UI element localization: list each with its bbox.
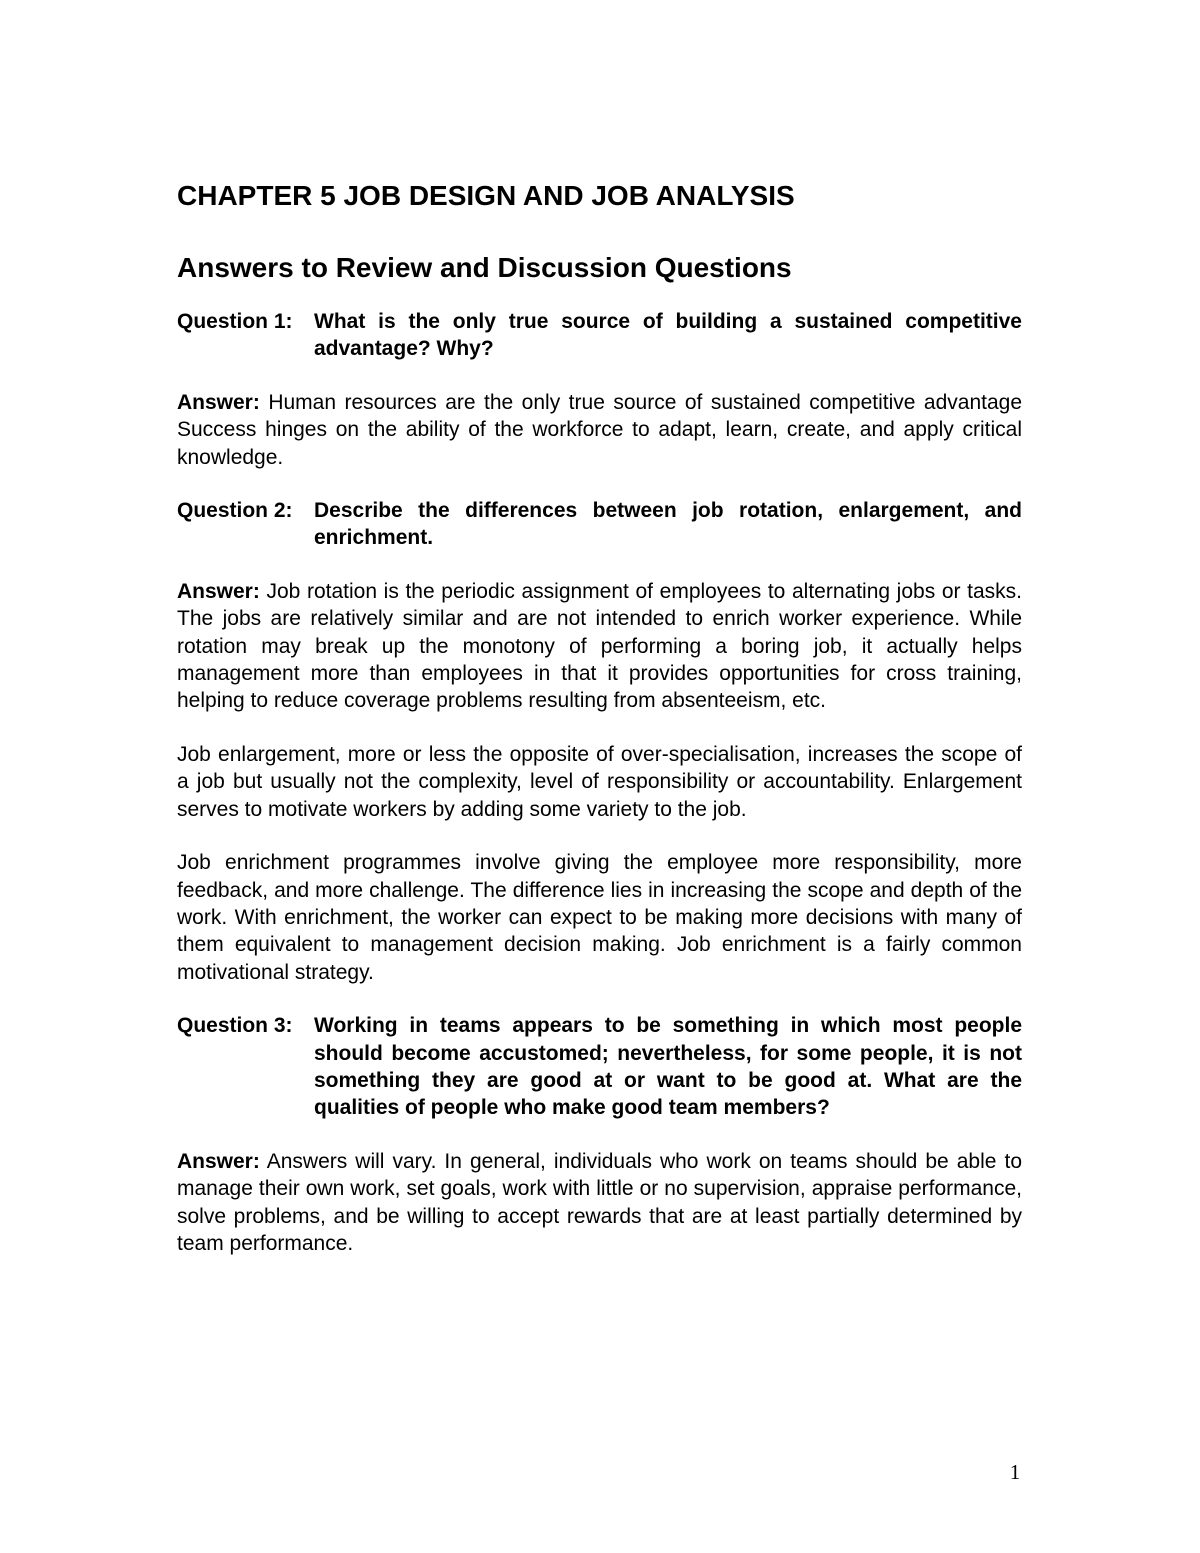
- answer-text: Human resources are the only true source of sustained competitive advantage Success hinges on the ability of the workforce to adapt, learn, create, and apply critical knowledge.: [177, 390, 1022, 469]
- question-2: [177, 497, 1022, 552]
- page-content: [177, 178, 1022, 1257]
- answer-text: Job rotation is the periodic assignment of employees to alternating jobs or tasks. The jobs are relatively similar and are not intended to enrich worker experience. While rotation may break up the monotony of performing a boring job, it actually helps management more than employees in that it provides opportunities for cross training, helping to reduce coverage problems resulting from absenteeism, etc.: [177, 579, 1022, 713]
- question-1: [177, 308, 1022, 363]
- section-title: Answers to Review and Discussion Questions: [177, 252, 792, 283]
- chapter-title: CHAPTER 5 JOB DESIGN AND JOB ANALYSIS: [177, 180, 795, 211]
- answer-paragraph: Job enlargement, more or less the opposite of over-specialisation, increases the scope of a job but usually not the complexity, level of responsibility or accountability. Enlargement serves to motivate workers by adding some variety to the job.: [177, 742, 1022, 821]
- question-label: Question 3:: [177, 1014, 293, 1038]
- answer-paragraph: Job enrichment programmes involve giving the employee more responsibility, more feedback, and more challenge. The difference lies in increasing the scope and depth of the work. With enrichment, the worker can expect to be making more decisions with many of them equivalent to management decision making. Job enrichment is a fairly common motivational strategy.: [177, 851, 1022, 984]
- answer-paragraph: [177, 1148, 1022, 1258]
- page-number: 1: [1009, 1460, 1021, 1484]
- answer-text: Answers will vary. In general, individuals who work on teams should be able to manage their own work, set goals, work with little or no supervision, appraise performance, solve problems, and be willing to accept rewards that are at least partially determined by team performance.: [177, 1149, 1022, 1255]
- question-3: [177, 1012, 1022, 1122]
- question-text: Working in teams appears to be something in which most people should become accustomed; nevertheless, for some people, it is not something they are good at or want to be good at. What are the qualities of people who make good team members?: [314, 1014, 1022, 1120]
- answer-label: Answer:: [177, 1149, 260, 1173]
- answer-label: Answer:: [177, 579, 260, 603]
- question-label: Question 2:: [177, 499, 293, 523]
- answer-paragraph: [177, 578, 1022, 715]
- question-label: Question 1:: [177, 310, 293, 333]
- answer-paragraph: [177, 389, 1022, 471]
- question-text: What is the only true source of building a sustained competitive advantage? Why?: [314, 310, 1022, 361]
- answer-label: Answer:: [177, 390, 260, 414]
- question-text: Describe the differences between job rotation, enlargement, and enrichment.: [314, 499, 1022, 550]
